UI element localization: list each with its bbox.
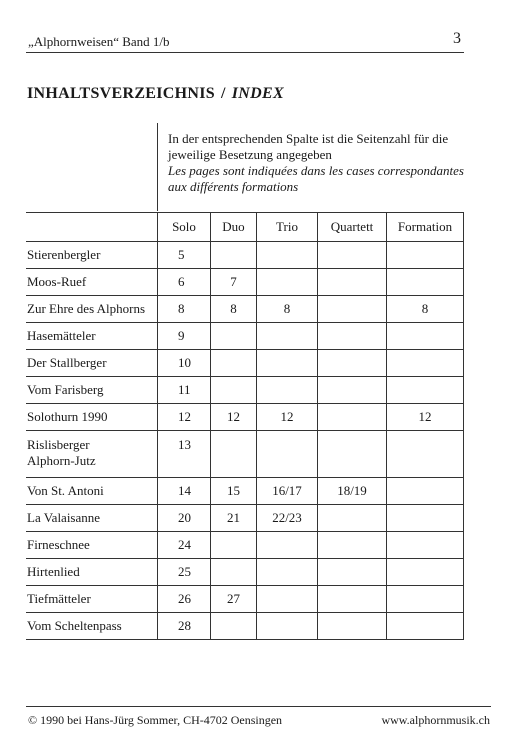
page-cell-duo [211,323,257,350]
page-cell-quartett [318,377,387,404]
piece-title-line: Hasemätteler [27,328,96,343]
title-italic: INDEX [231,85,284,102]
page-cell-solo: 8 [158,296,211,323]
page-cell-quartett: 18/19 [318,478,387,505]
table-row [26,404,464,431]
table-row [26,377,464,404]
header-rule [26,52,464,53]
page-cell-duo: 15 [211,478,257,505]
page-cell-duo: 21 [211,505,257,532]
title-separator: / [221,85,226,102]
piece-title-line: Von St. Antoni [27,483,104,498]
page-cell-solo: 26 [158,586,211,613]
page-cell-quartett [318,404,387,431]
page-cell-formation [387,377,464,404]
page-cell-trio [257,323,318,350]
piece-title [26,404,158,431]
page-cell-duo [211,350,257,377]
piece-title [26,613,158,640]
page-cell-quartett [318,296,387,323]
column-header-solo: Solo [158,213,211,242]
piece-title-line: Moos-Ruef [27,274,87,289]
page-cell-duo [211,431,257,478]
page-number: 3 [453,30,461,47]
piece-title [26,532,158,559]
piece-title [26,478,158,505]
page-cell-formation [387,586,464,613]
page-cell-quartett [318,350,387,377]
piece-title-line: Firneschnee [27,537,90,552]
piece-title [26,377,158,404]
piece-title [26,559,158,586]
piece-title-line: Vom Farisberg [27,382,104,397]
page-cell-duo: 12 [211,404,257,431]
page-cell-duo: 7 [211,269,257,296]
page-cell-trio [257,586,318,613]
page-title [27,85,284,103]
page-cell-solo: 13 [158,431,211,478]
table-row [26,478,464,505]
page-cell-solo: 10 [158,350,211,377]
table-row [26,613,464,640]
piece-title-line: La Valaisanne [27,510,101,525]
page-cell-quartett [318,269,387,296]
page-cell-trio: 8 [257,296,318,323]
table-row [26,505,464,532]
page-cell-duo [211,242,257,269]
page-cell-formation: 12 [387,404,464,431]
page-cell-duo: 27 [211,586,257,613]
page-cell-formation [387,613,464,640]
piece-title-line-2: Alphorn-Jutz [27,453,96,468]
page-cell-solo: 28 [158,613,211,640]
page-cell-duo [211,532,257,559]
table-frame-line [157,123,158,211]
page-cell-duo [211,559,257,586]
page-cell-formation [387,269,464,296]
page-cell-quartett [318,613,387,640]
piece-title-line: Vom Scheltenpass [27,618,122,633]
page-cell-formation [387,431,464,478]
running-header: „Alphornweisen“ Band 1/b [28,34,170,49]
page-cell-trio [257,269,318,296]
piece-title-line: Tiefmätteler [27,591,91,606]
column-header-duo: Duo [211,213,257,242]
piece-title [26,586,158,613]
page-cell-solo: 12 [158,404,211,431]
page-cell-formation [387,350,464,377]
page-cell-solo: 9 [158,323,211,350]
table-note [168,131,468,195]
page-cell-formation [387,478,464,505]
page-cell-formation: 8 [387,296,464,323]
piece-title-line: Der Stallberger [27,355,107,370]
page-cell-solo: 6 [158,269,211,296]
page-cell-trio [257,377,318,404]
page-cell-trio [257,559,318,586]
page-cell-duo: 8 [211,296,257,323]
piece-title-line: Stierenbergler [27,247,101,262]
piece-title [26,350,158,377]
table-row [26,350,464,377]
page-cell-formation [387,505,464,532]
piece-title [26,431,158,478]
piece-title [26,242,158,269]
column-header-formation: Formation [387,213,464,242]
header-title-cell [26,213,158,242]
column-header-trio: Trio [257,213,318,242]
page-cell-formation [387,323,464,350]
table-row [26,296,464,323]
note-de-line-2: jeweilige Besetzung angegeben [168,147,332,162]
page-cell-solo: 11 [158,377,211,404]
title-main: INHALTSVERZEICHNIS [27,85,215,102]
index-table [26,212,464,640]
page-cell-solo: 20 [158,505,211,532]
page-cell-duo [211,613,257,640]
column-header-quartett: Quartett [318,213,387,242]
footer-rule [26,706,491,707]
page-cell-solo: 25 [158,559,211,586]
table-row [26,242,464,269]
page-cell-quartett [318,505,387,532]
page-cell-trio [257,431,318,478]
piece-title-line: Hirtenlied [27,564,80,579]
table-row [26,559,464,586]
note-de-line-1: In der entsprechenden Spalte ist die Seitenzahl für die [168,131,449,146]
piece-title-line: Solothurn 1990 [27,409,108,424]
piece-title [26,505,158,532]
table-row [26,586,464,613]
page-cell-solo: 5 [158,242,211,269]
page-cell-solo: 24 [158,532,211,559]
page-cell-trio [257,532,318,559]
page-cell-quartett [318,242,387,269]
piece-title [26,323,158,350]
page-cell-solo: 14 [158,478,211,505]
table-row [26,532,464,559]
page-cell-duo [211,377,257,404]
page-cell-quartett [318,323,387,350]
copyright-notice: © 1990 bei Hans-Jürg Sommer, CH-4702 Oensingen [28,713,283,727]
page-cell-formation [387,532,464,559]
page-cell-formation [387,559,464,586]
page-cell-trio [257,350,318,377]
page-cell-quartett [318,586,387,613]
table-header-row [26,213,464,242]
table-row [26,323,464,350]
note-fr-line-1: Les pages sont indiquées dans les cases correspondantes [168,163,464,178]
table-row [26,269,464,296]
page-cell-formation [387,242,464,269]
page-cell-trio: 22/23 [257,505,318,532]
page-cell-trio: 16/17 [257,478,318,505]
page-cell-quartett [318,532,387,559]
page-cell-trio [257,242,318,269]
piece-title [26,296,158,323]
piece-title-line: Rislisberger [27,437,90,452]
page-cell-trio: 12 [257,404,318,431]
page-cell-trio [257,613,318,640]
page-cell-quartett [318,559,387,586]
website-link[interactable]: www.alphornmusik.ch [381,713,490,727]
page-cell-quartett [318,431,387,478]
note-fr-line-2: aux différents formations [168,179,299,194]
table-row [26,431,464,478]
piece-title [26,269,158,296]
piece-title-line: Zur Ehre des Alphorns [27,301,146,316]
